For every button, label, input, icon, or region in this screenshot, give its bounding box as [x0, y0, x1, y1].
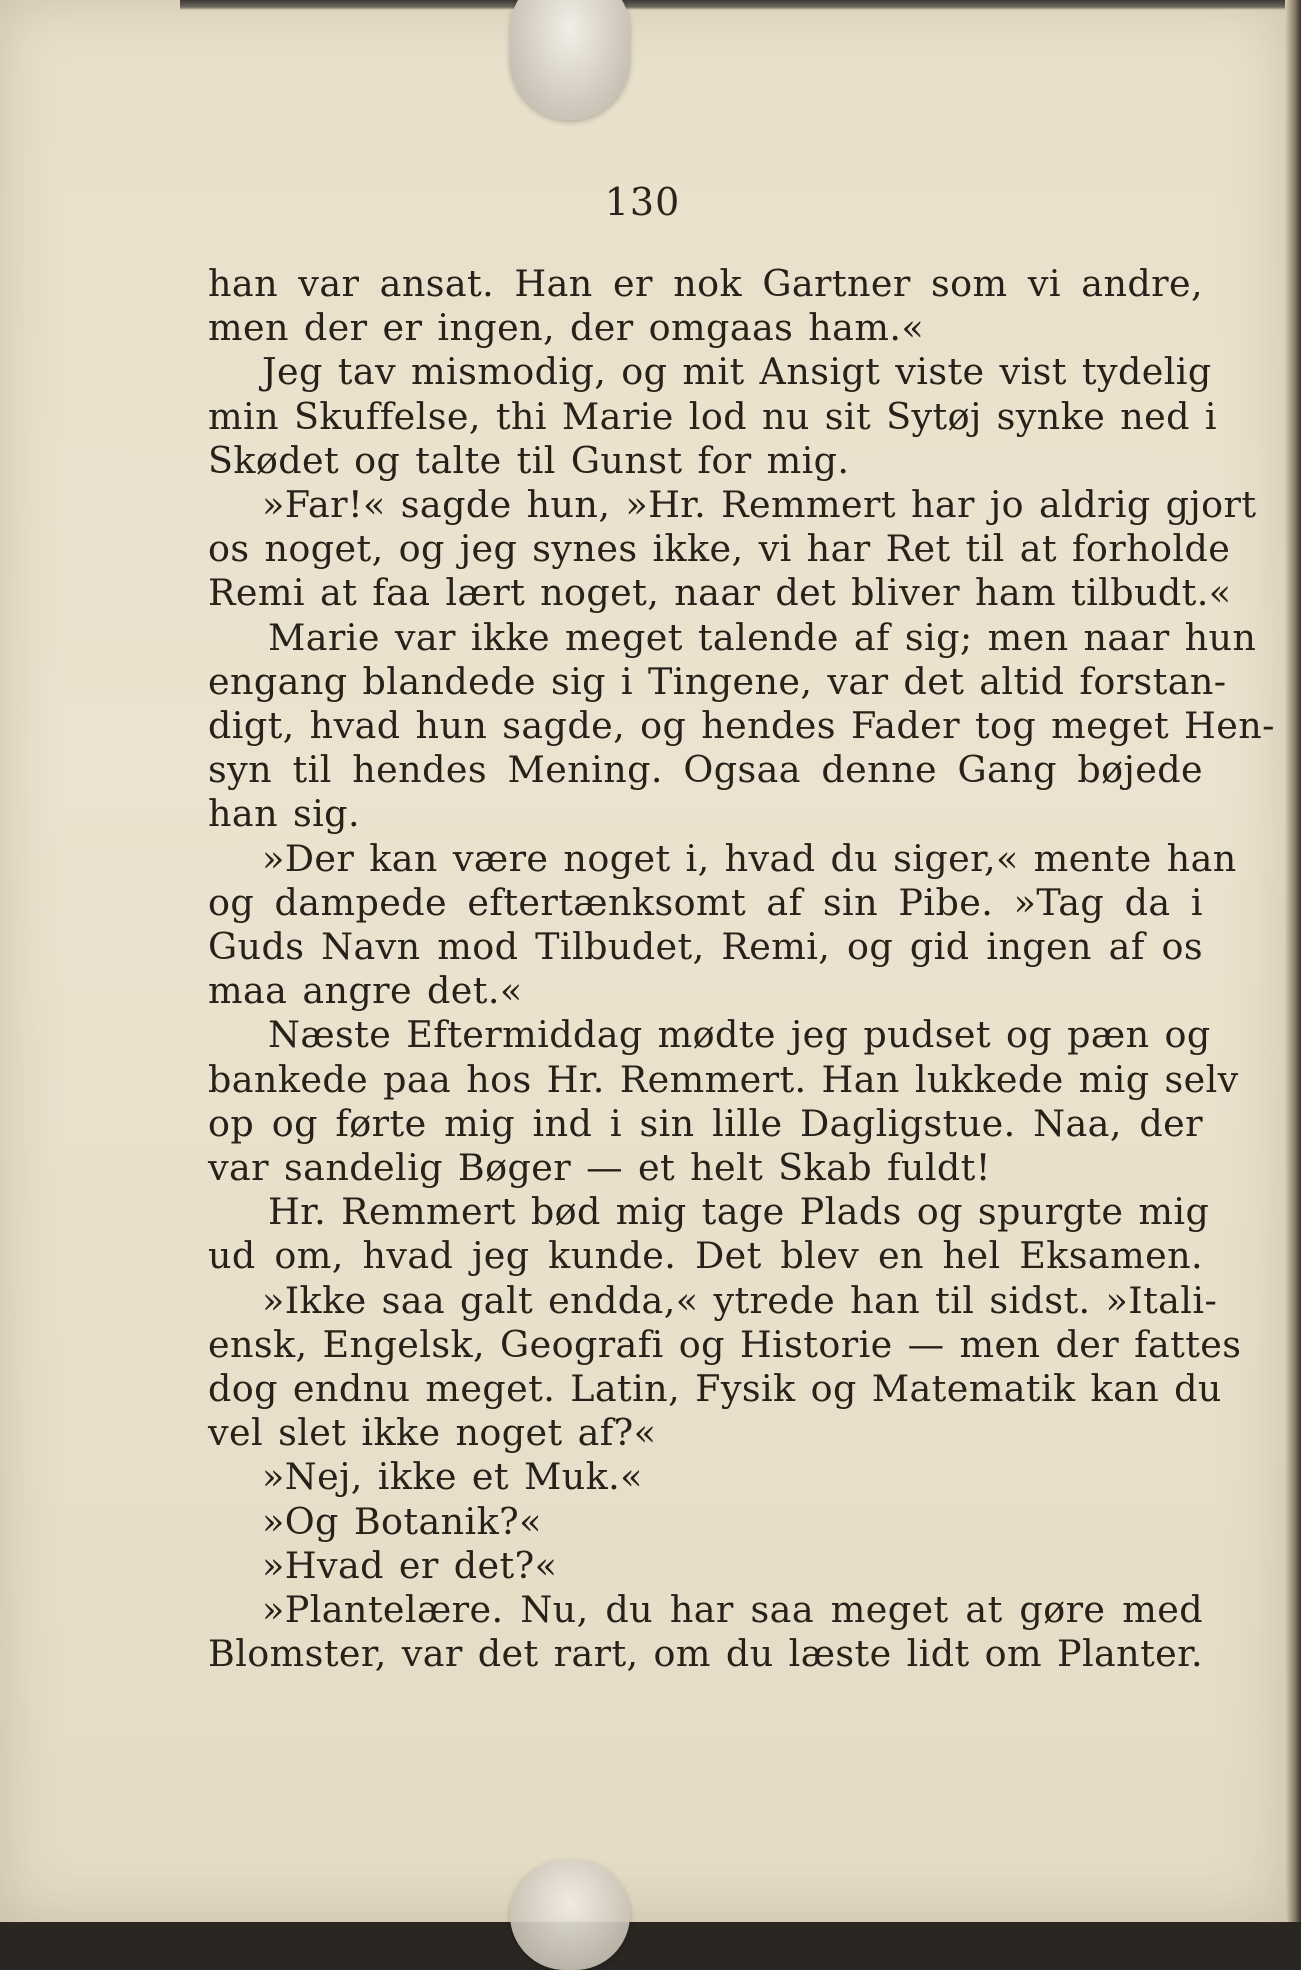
- text-line: Skødet og talte til Gunst for mig.: [208, 438, 850, 482]
- page-number: 130: [604, 180, 681, 224]
- text-line: engang blandede sig i Tingene, var det altid forstan-: [208, 659, 1227, 703]
- text-line: digt, hvad hun sagde, og hendes Fader tog meget Hen-: [208, 704, 1275, 748]
- text-line: syn til hendes Mening. Ogsaa denne Gang bøjede: [208, 748, 1203, 792]
- text-line: »Hvad er det?«: [262, 1543, 558, 1587]
- text-line: Næste Eftermiddag mødte jeg pudset og pæn og: [268, 1013, 1211, 1057]
- text-line: Marie var ikke meget talende af sig; men naar hun: [268, 615, 1257, 659]
- text-line: ensk, Engelsk, Geografi og Historie — men der fattes: [208, 1322, 1242, 1366]
- text-line: Hr. Remmert bød mig tage Plads og spurgte mig: [268, 1190, 1210, 1234]
- text-line: bankede paa hos Hr. Remmert. Han lukkede mig selv: [208, 1057, 1239, 1101]
- text-line: »Far!« sagde hun, »Hr. Remmert har jo aldrig gjort: [262, 483, 1257, 527]
- text-line: os noget, og jeg synes ikke, vi har Ret til at forholde: [208, 527, 1231, 571]
- text-line: maa angre det.«: [208, 969, 523, 1013]
- text-line: Remi at faa lært noget, naar det bliver ham tilbudt.«: [208, 571, 1232, 615]
- page-edge: [1285, 0, 1301, 1922]
- text-line: »Og Botanik?«: [262, 1499, 542, 1543]
- text-line: Blomster, var det rart, om du læste lidt om Planter.: [208, 1632, 1203, 1676]
- text-line: »Plantelære. Nu, du har saa meget at gøre med: [262, 1588, 1203, 1632]
- text-line: »Ikke saa galt endda,« ytrede han til sidst. »Itali-: [262, 1278, 1218, 1322]
- text-line: ud om, hvad jeg kunde. Det blev en hel Eksamen.: [208, 1234, 1203, 1278]
- page-clip-top: [510, 0, 630, 120]
- text-line: Jeg tav mismodig, og mit Ansigt viste vist tydelig: [262, 350, 1212, 394]
- page-clip-bottom: [510, 1860, 630, 1970]
- text-line: og dampede eftertænksomt af sin Pibe. »Tag da i: [208, 880, 1203, 924]
- top-edge-shadow: [180, 0, 1285, 10]
- text-line: dog endnu meget. Latin, Fysik og Matematik kan du: [208, 1367, 1222, 1411]
- text-line: han sig.: [208, 792, 360, 836]
- text-line: op og førte mig ind i sin lille Dagligstue. Naa, der: [208, 1101, 1203, 1145]
- text-line: »Der kan være noget i, hvad du siger,« mente han: [262, 836, 1237, 880]
- text-line: var sandelig Bøger — et helt Skab fuldt!: [208, 1146, 991, 1190]
- text-line: »Nej, ikke et Muk.«: [262, 1455, 643, 1499]
- text-line: men der er ingen, der omgaas ham.«: [208, 306, 925, 350]
- body-text: [208, 262, 1275, 1677]
- text-line: vel slet ikke noget af?«: [208, 1411, 657, 1455]
- text-line: Guds Navn mod Tilbudet, Remi, og gid ingen af os: [208, 925, 1203, 969]
- text-line: han var ansat. Han er nok Gartner som vi andre,: [208, 262, 1203, 305]
- text-line: min Skuffelse, thi Marie lod nu sit Sytøj synke ned i: [208, 394, 1217, 438]
